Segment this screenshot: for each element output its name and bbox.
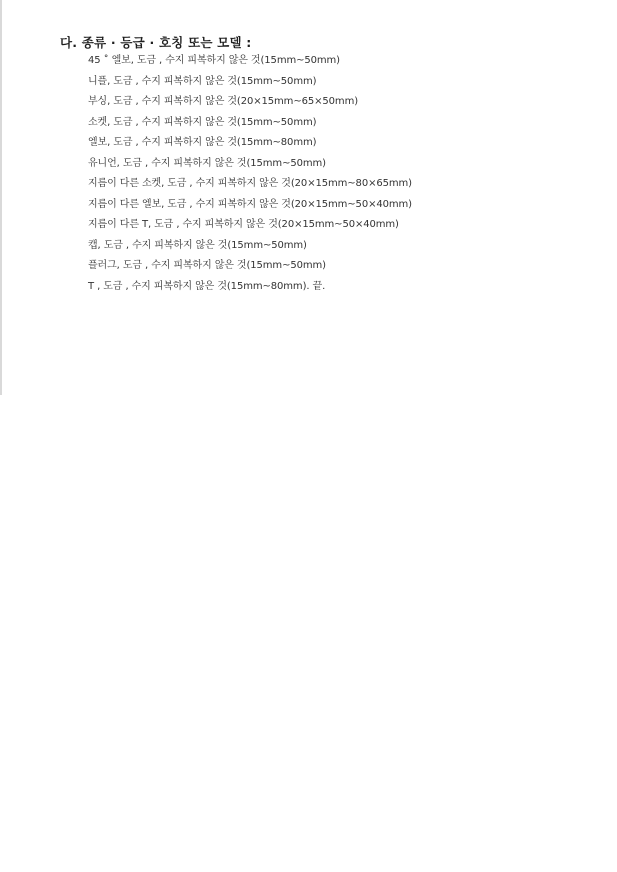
list-item: T , 도금 , 수지 피복하지 않은 것(15mm~80mm). 끝. [88,280,326,292]
list-item: 지름이 다른 엘보, 도금 , 수지 피복하지 않은 것(20×15mm~50×40mm) [88,198,412,210]
list-item: 엘보, 도금 , 수지 피복하지 않은 것(15mm~80mm) [88,137,317,148]
list-item: 지름이 다른 소켓, 도금 , 수지 피복하지 않은 것(20×15mm~80×65mm) [88,178,412,189]
item-list [88,55,412,301]
list-item: 소켓, 도금 , 수지 피복하지 않은 것(15mm~50mm) [88,116,317,128]
list-item: 플러그, 도금 , 수지 피복하지 않은 것(15mm~50mm) [88,260,326,271]
list-item: 지름이 다른 T, 도금 , 수지 피복하지 않은 것(20×15mm~50×40mm) [88,219,399,230]
list-item: 유니언, 도금 , 수지 피복하지 않은 것(15mm~50mm) [88,157,326,169]
list-item: 캡, 도금 , 수지 피복하지 않은 것(15mm~50mm) [88,239,307,251]
list-item: 부싱, 도금 , 수지 피복하지 않은 것(20×15mm~65×50mm) [88,96,359,107]
list-item: 45 ˚ 엘보, 도금 , 수지 피복하지 않은 것(15mm~50mm) [88,55,340,66]
list-item: 니플, 도금 , 수지 피복하지 않은 것(15mm~50mm) [88,75,317,87]
section-heading: 다. 종류 · 등급 · 호칭 또는 모델 : [60,35,252,50]
